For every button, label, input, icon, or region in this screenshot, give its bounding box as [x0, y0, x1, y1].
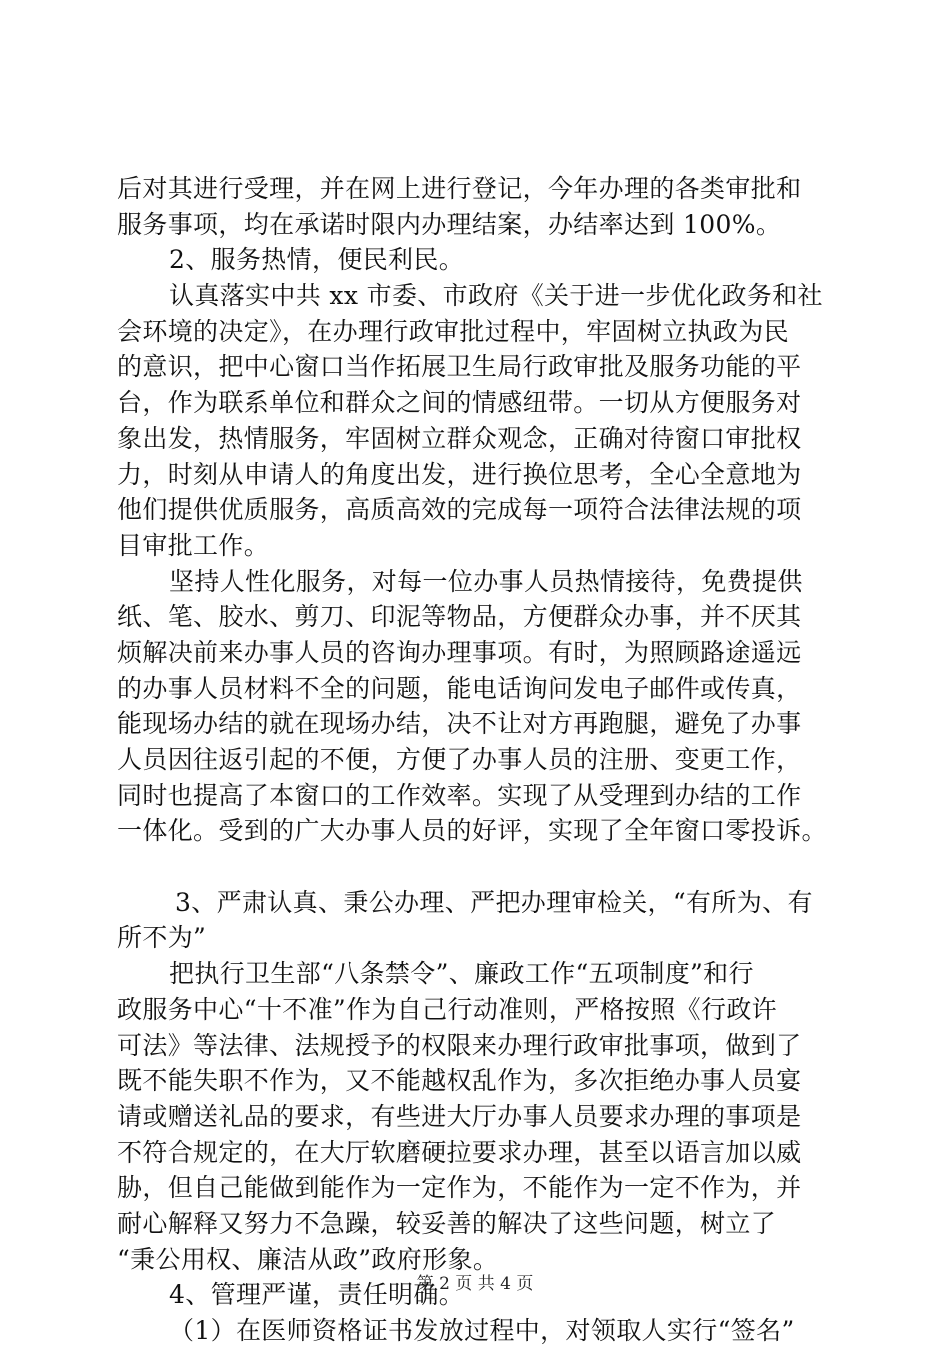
paragraph-start: 认真落实中共 xx 市委、市政府《关于进一步优化政务和社: [169, 281, 823, 311]
text-line: 烦解决前来办事人员的咨询办理事项。有时，为照顾路途遥远: [117, 637, 802, 667]
text-line: 可法》等法律、法规授予的权限来办理行政审批事项，做到了: [117, 1030, 802, 1060]
section-heading: 4、管理严谨，责任明确。: [169, 1280, 465, 1310]
text-line: 胁，但自己能做到能作为一定作为，不能作为一定不作为，并: [117, 1173, 802, 1203]
text-line: 后对其进行受理，并在网上进行登记，今年办理的各类审批和: [117, 174, 802, 203]
text-line: 纸、笔、胶水、剪刀、印泥等物品，方便群众办事，并不厌其: [117, 602, 802, 632]
paragraph-start: 把执行卫生部“八条禁令”、廉政工作“五项制度”和行: [169, 959, 754, 989]
text-line: 政服务中心“十不准”作为自己行动准则，严格按照《行政许: [117, 994, 778, 1024]
paragraph-start: 坚持人性化服务，对每一位办事人员热情接待，免费提供: [169, 566, 803, 596]
text-line: 人员因往返引起的不便，方便了办事人员的注册、变更工作，: [117, 745, 802, 774]
text-line: （1）在医师资格证书发放过程中，对领取人实行“签名”: [169, 1316, 795, 1345]
text-line: 服务事项，均在承诺时限内办理结案，办结率达到 100%。: [117, 209, 782, 239]
text-line: 请或赠送礼品的要求，有些进大厅办事人员要求办理的事项是: [117, 1101, 802, 1131]
text-line: 能现场办结的就在现场办结，决不让对方再跑腿，避免了办事: [117, 709, 802, 739]
text-line: 既不能失职不作为，又不能越权乱作为，多次拒绝办事人员宴: [117, 1066, 802, 1096]
text-line: 所不为”: [117, 923, 207, 953]
text-line: 台，作为联系单位和群众之间的情感纽带。一切从方便服务对: [117, 388, 802, 418]
text-line: “秉公用权、廉洁从政”政府形象。: [117, 1244, 499, 1274]
section-heading: 2、服务热情，便民利民。: [169, 245, 465, 275]
text-line: 他们提供优质服务，高质高效的完成每一项符合法律法规的项: [117, 495, 802, 525]
text-line: 目审批工作。: [117, 530, 270, 560]
text-line: 不符合规定的，在大厅软磨硬拉要求办理，甚至以语言加以威: [117, 1137, 802, 1167]
page-footer: 第 2 页 共 4 页: [416, 1274, 534, 1294]
text-line: 同时也提高了本窗口的工作效率。实现了从受理到办结的工作: [117, 780, 802, 810]
text-line: 象出发，热情服务，牢固树立群众观念，正确对待窗口审批权: [117, 423, 802, 453]
text-line: 会环境的决定》，在办理行政审批过程中，牢固树立执政为民: [117, 316, 789, 346]
text-line: 一体化。受到的广大办事人员的好评，实现了全年窗口零投诉。: [117, 816, 827, 846]
section-heading: 3、严肃认真、秉公办理、严把办理审检关，“有所为、有: [175, 887, 813, 917]
text-line: 力，时刻从申请人的角度出发，进行换位思考，全心全意地为: [117, 459, 802, 489]
paragraph-gap: [117, 849, 837, 885]
text-line: 的意识，把中心窗口当作拓展卫生局行政审批及服务功能的平: [117, 352, 802, 382]
text-line: 的办事人员材料不全的问题，能电话询问发电子邮件或传真，: [117, 673, 802, 703]
document-body: [117, 171, 837, 1349]
text-line: 耐心解释又努力不急躁，较妥善的解决了这些问题，树立了: [117, 1208, 777, 1238]
